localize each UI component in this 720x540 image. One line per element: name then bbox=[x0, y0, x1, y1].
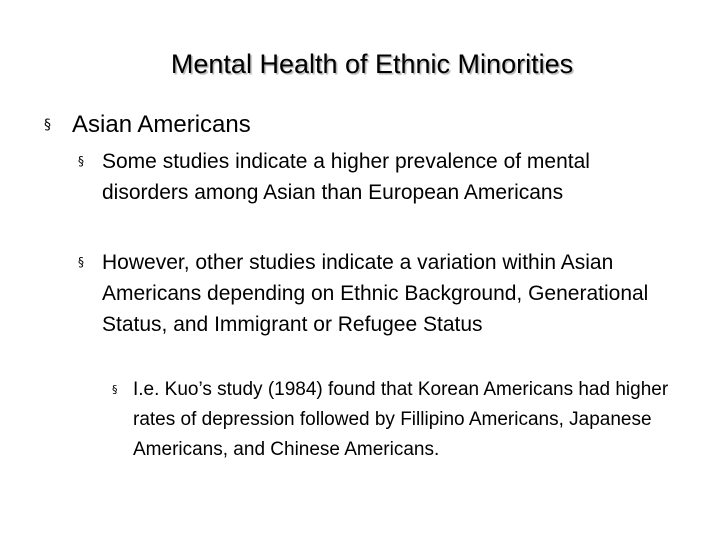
bullet-item-variation bbox=[78, 247, 682, 340]
bullet-item-prevalence bbox=[78, 146, 682, 208]
bullet-text: However, other studies indicate a variation within Asian Americans depending on Ethnic Background, Generational Status, and Immigrant or Refugee Status bbox=[102, 251, 649, 336]
slide-title: Mental Health of Ethnic Minorities bbox=[170, 49, 574, 79]
bullet-marker-icon: § bbox=[78, 255, 84, 269]
bullet-item-kuo-study bbox=[112, 375, 693, 465]
bullet-item-asian-americans bbox=[44, 109, 672, 141]
bullet-marker-icon: § bbox=[78, 154, 84, 168]
bullet-text: I.e. Kuo’s study (1984) found that Korean Americans had higher rates of depression followed by Fillipino Americans, Japanese Americans, and Chinese Americans. bbox=[133, 379, 669, 460]
bullet-marker-icon: § bbox=[112, 383, 118, 396]
bullet-marker-icon: § bbox=[44, 117, 51, 133]
bullet-text: Some studies indicate a higher prevalence of mental disorders among Asian than European Americans bbox=[102, 150, 590, 204]
bullet-text: Asian Americans bbox=[72, 111, 251, 138]
